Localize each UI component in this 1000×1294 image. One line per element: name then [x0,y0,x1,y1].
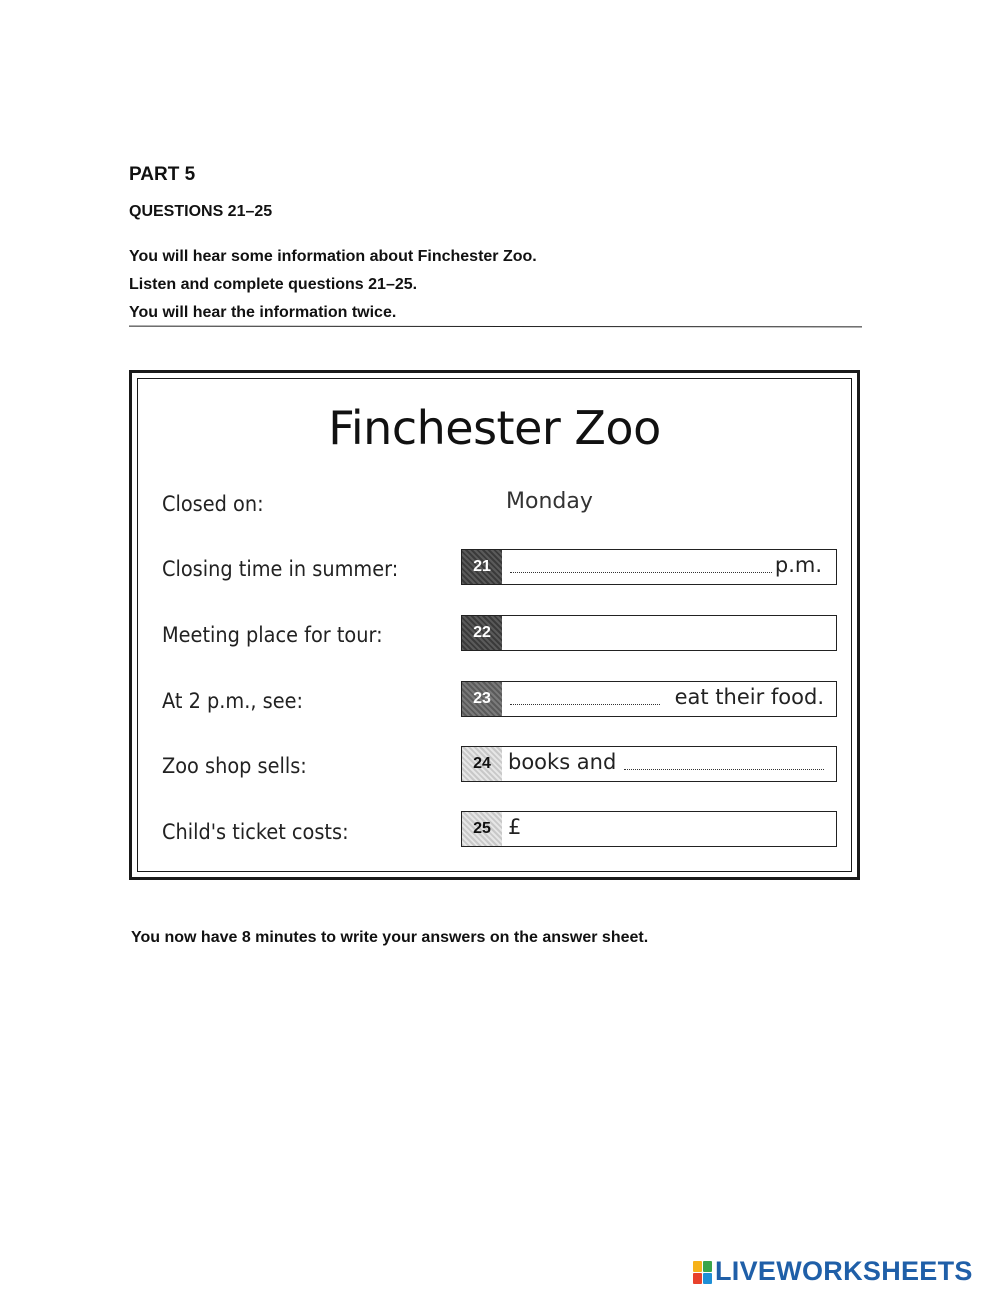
divider-line [129,326,862,328]
questions-heading: QUESTIONS 21–25 [129,203,273,220]
zoo-info-box [129,370,860,880]
answer-field-25[interactable] [461,811,837,847]
instruction-line: You will hear the information twice. [129,304,397,321]
answer-field-24[interactable] [461,746,837,782]
row-label-22: Meeting place for tour: [162,623,383,647]
box-title: Finchester Zoo [328,401,661,455]
row-label-23: At 2 p.m., see: [162,689,304,713]
closed-label: Closed on: [162,492,264,516]
answer-suffix-23: eat their food. [674,685,824,709]
row-label-24: Zoo shop sells: [162,754,307,778]
liveworksheets-logo [693,1256,973,1287]
closed-value: Monday [506,489,593,514]
row-label-21: Closing time in summer: [162,557,399,581]
answer-field-22[interactable] [461,615,837,651]
answer-field-21[interactable] [461,549,837,585]
question-number-21: 21 [462,550,502,584]
zoo-info-box-inner [137,378,852,872]
answer-dotted-line [624,769,824,770]
row-label-25: Child's ticket costs: [162,820,349,844]
answer-prefix-25: £ [508,815,522,839]
brand-name: LIVEWORKSHEETS [715,1256,973,1286]
answer-prefix-24: books and [508,750,617,774]
question-number-25: 25 [462,812,502,846]
question-number-22: 22 [462,616,502,650]
question-number-24: 24 [462,747,502,781]
answer-field-23[interactable] [461,681,837,717]
answer-suffix-21: p.m. [774,553,822,577]
instructions [129,243,537,327]
footer-instruction: You now have 8 minutes to write your answers on the answer sheet. [131,929,649,946]
liveworksheets-grid-icon [693,1261,711,1283]
part-heading: PART 5 [129,164,196,185]
question-number-23: 23 [462,682,502,716]
instruction-line: Listen and complete questions 21–25. [129,276,418,293]
answer-dotted-line [510,704,660,705]
instruction-line: You will hear some information about Finchester Zoo. [129,248,537,265]
answer-dotted-line [510,572,772,573]
